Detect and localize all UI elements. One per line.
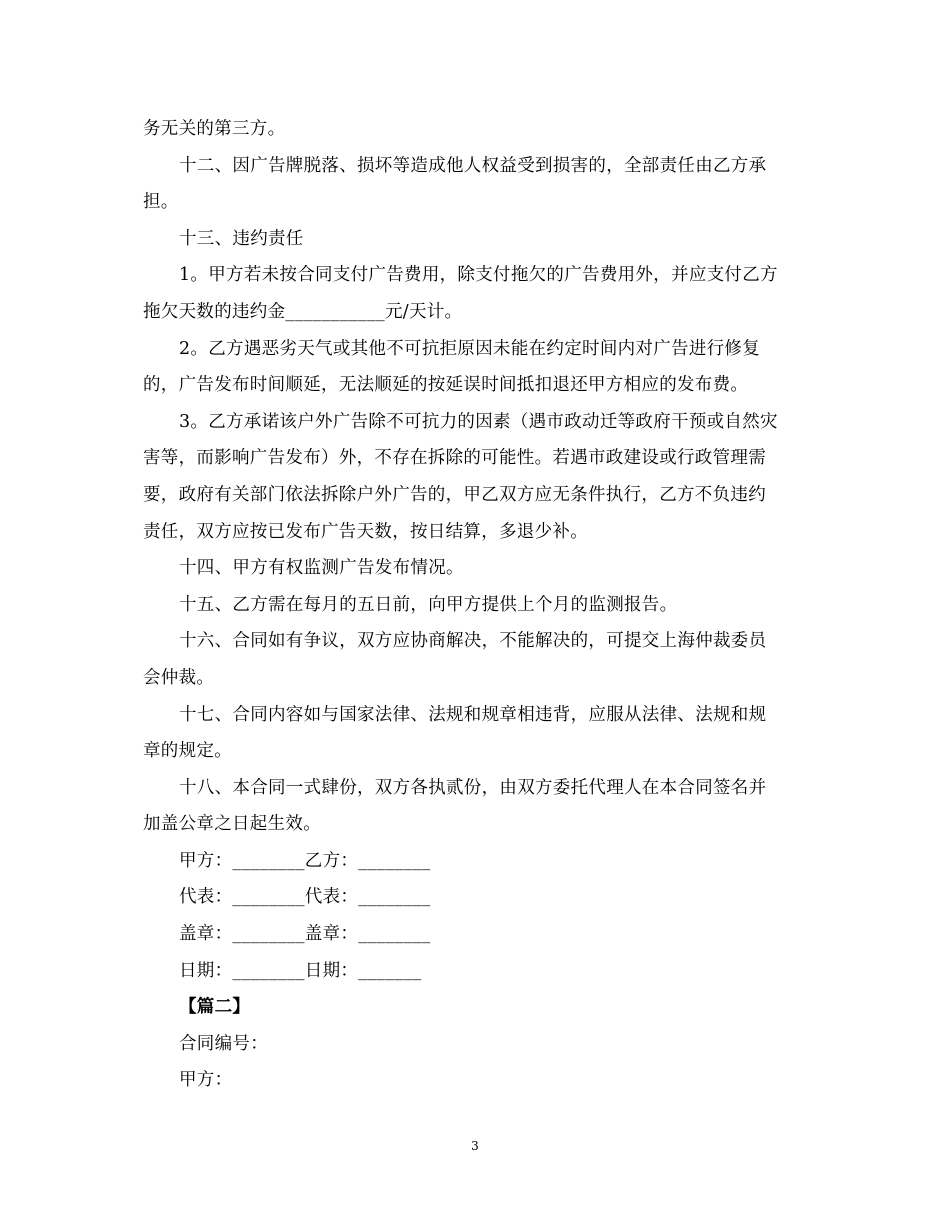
text-line: 合同编号： bbox=[179, 1033, 268, 1054]
text-line: 十二、因广告牌脱落、损坏等造成他人权益受到损害的，全部责任由乙方承 bbox=[179, 155, 767, 176]
text-line: 十五、乙方需在每月的五日前，向甲方提供上个月的监测报告。 bbox=[179, 594, 678, 615]
text-line: 担。 bbox=[143, 192, 179, 213]
section-heading: 【篇二】 bbox=[179, 997, 251, 1018]
document-body bbox=[143, 111, 808, 1099]
text-line: 十八、本合同一式肆份，双方各执贰份，由双方委托代理人在本合同签名并 bbox=[179, 777, 767, 798]
text-line: 代表：________代表：________ bbox=[179, 887, 431, 908]
text-line: 1。甲方若未按合同支付广告费用，除支付拖欠的广告费用外，并应支付乙方 bbox=[179, 265, 778, 286]
page-number: 3 bbox=[471, 1139, 479, 1153]
text-line: 十三、违约责任 bbox=[179, 228, 304, 249]
text-line: 十四、甲方有权监测广告发布情况。 bbox=[179, 558, 464, 579]
text-line: 拖欠天数的违约金___________元/天计。 bbox=[143, 301, 463, 322]
text-line: 责任，双方应按已发布广告天数，按日结算，多退少补。 bbox=[143, 521, 588, 542]
text-line: 务无关的第三方。 bbox=[143, 119, 286, 139]
text-line: 会仲裁。 bbox=[143, 667, 215, 688]
text-line: 章的规定。 bbox=[143, 741, 232, 762]
text-line: 3。乙方承诺该户外广告除不可抗力的因素（遇市政动迁等政府干预或自然灾 bbox=[179, 411, 778, 432]
text-line: 十七、合同内容如与国家法律、法规和规章相违背，应服从法律、法规和规 bbox=[179, 704, 767, 725]
text-line: 甲方：________乙方：________ bbox=[179, 850, 431, 871]
text-line: 日期：________日期：_______ bbox=[179, 960, 422, 981]
text-line: 盖章：________盖章：________ bbox=[179, 924, 431, 945]
text-line: 加盖公章之日起生效。 bbox=[143, 814, 321, 835]
text-line: 害等，而影响广告发布）外，不存在拆除的可能性。若遇市政建设或行政管理需 bbox=[143, 448, 766, 469]
text-line: 2。乙方遇恶劣天气或其他不可抗拒原因未能在约定时间内对广告进行修复 bbox=[179, 338, 761, 359]
text-line: 的，广告发布时间顺延，无法顺延的按延误时间抵扣退还甲方相应的发布费。 bbox=[143, 375, 749, 396]
text-line: 要，政府有关部门依法拆除户外广告的，甲乙双方应无条件执行，乙方不负违约 bbox=[143, 484, 766, 505]
text-line: 甲方： bbox=[179, 1070, 233, 1091]
text-line: 十六、合同如有争议，双方应协商解决，不能解决的，可提交上海仲裁委员 bbox=[179, 631, 767, 652]
